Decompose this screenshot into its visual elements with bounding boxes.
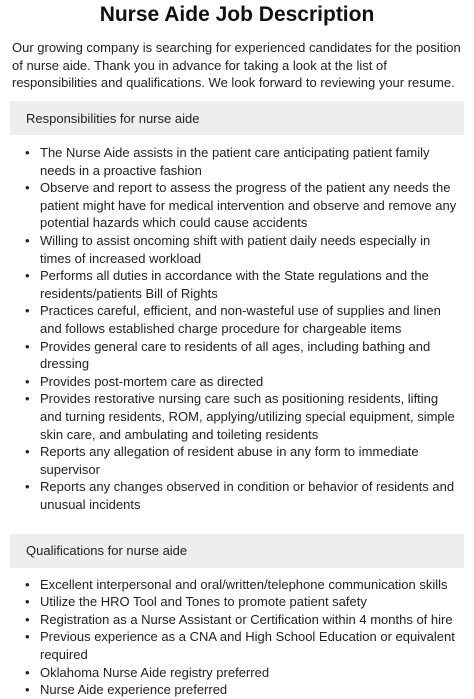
bullet-icon: • <box>25 338 30 354</box>
bullet-icon: • <box>25 594 30 610</box>
list-item <box>24 576 462 594</box>
qualifications-list <box>24 576 462 699</box>
list-item <box>24 373 462 391</box>
bullet-icon: • <box>25 664 30 680</box>
list-item <box>24 302 462 337</box>
list-item <box>24 267 462 302</box>
list-item <box>24 628 462 663</box>
list-item-text: Excellent interpersonal and oral/written/telephone communication skills <box>40 576 448 592</box>
bullet-icon: • <box>25 373 30 389</box>
responsibilities-heading <box>10 101 464 135</box>
page-title: Nurse Aide Job Description <box>99 3 375 26</box>
bullet-icon: • <box>25 391 30 407</box>
bullet-icon: • <box>25 576 30 592</box>
list-item-text: Reports any changes observed in condition or behavior of residents and unusual incidents <box>40 479 455 512</box>
list-item <box>24 390 462 443</box>
list-item-text: Observe and report to assess the progress of the patient any needs the patient might have for medical intervention and observe and remove any potential hazards which could cause accidents <box>40 180 457 231</box>
list-item <box>24 611 462 629</box>
bullet-icon: • <box>25 268 30 284</box>
list-item <box>24 338 462 373</box>
list-item <box>24 664 462 682</box>
list-item <box>24 232 462 267</box>
list-item-text: Performs all duties in accordance with the State regulations and the residents/patients Bill of Rights <box>40 268 429 301</box>
list-item-text: Previous experience as a CNA and High School Education or equivalent required <box>40 629 455 662</box>
responsibilities-list <box>24 144 462 513</box>
list-item <box>24 593 462 611</box>
bullet-icon: • <box>25 180 30 196</box>
list-item-text: Provides restorative nursing care such as positioning residents, lifting and turning residents, ROM, applying/utilizing special equipment, simple skin care, and ambulating and toileting residents <box>40 391 455 442</box>
intro-paragraph: Our growing company is searching for experienced candidates for the position of nurse aide. Thank you in advance for taking a look at the list of responsibilities and qualifications. We look forward to reviewing your resume. <box>12 40 461 91</box>
list-item-text: Oklahoma Nurse Aide registry preferred <box>40 664 270 680</box>
bullet-icon: • <box>25 444 30 460</box>
qualifications-heading <box>10 534 464 568</box>
list-item-text: Practices careful, efficient, and non-wasteful use of supplies and linen and follows established charge procedure for chargeable items <box>40 303 441 337</box>
list-item <box>24 179 462 232</box>
responsibilities-heading-text: Responsibilities for nurse aide <box>26 110 200 126</box>
bullet-icon: • <box>25 303 30 319</box>
bullet-icon: • <box>25 145 30 161</box>
list-item-text: Provides post-mortem care as directed <box>40 373 264 389</box>
list-item <box>24 681 462 699</box>
qualifications-heading-text: Qualifications for nurse aide <box>26 543 188 559</box>
list-item-text: Reports any allegation of resident abuse in any form to immediate supervisor <box>40 444 419 477</box>
bullet-icon: • <box>25 233 30 249</box>
list-item <box>24 478 462 513</box>
list-item-text: Provides general care to residents of all ages, including bathing and dressing <box>40 338 431 372</box>
list-item-text: Utilize the HRO Tool and Tones to promote patient safety <box>40 594 367 610</box>
list-item-text: The Nurse Aide assists in the patient care anticipating patient family needs in a proactive fashion <box>40 145 430 178</box>
list-item-text: Willing to assist oncoming shift with patient daily needs especially in times of increased workload <box>40 233 431 266</box>
bullet-icon: • <box>25 611 30 627</box>
list-item-text: Registration as a Nurse Assistant or Certification within 4 months of hire <box>40 611 453 627</box>
list-item <box>24 443 462 478</box>
list-item-text: Nurse Aide experience preferred <box>40 682 228 698</box>
bullet-icon: • <box>25 479 30 495</box>
list-item <box>24 144 462 179</box>
bullet-icon: • <box>25 629 30 645</box>
bullet-icon: • <box>25 682 30 698</box>
